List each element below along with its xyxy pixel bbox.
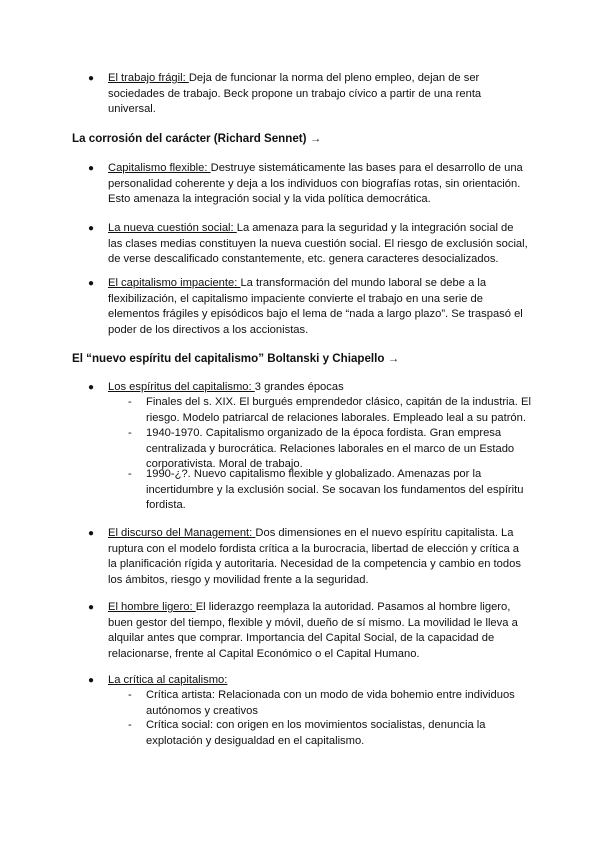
bullet-icon: ●	[88, 675, 95, 686]
sub-item-critica-artista: Crítica artista: Relacionada con un modo de vida bohemio entre individuos autónomos y creativos	[146, 689, 515, 717]
bullet-nueva-cuestion-social	[108, 221, 528, 268]
bullet-discurso-management	[108, 526, 528, 588]
sub-item-epoca-1: Finales del s. XIX. El burgués emprendedor clásico, capitán de la industria. El riesgo. Modelo patriarcal de relaciones laborales. Empleado leal a su patrón.	[146, 396, 531, 424]
bullet-espiritus-capitalismo	[108, 380, 528, 396]
bullet-icon: ●	[88, 382, 95, 393]
section-heading-sennett: La corrosión del carácter (Richard Sennet) →	[72, 132, 322, 145]
dash-icon: -	[128, 689, 132, 701]
bullet-text: Dos dimensiones en el nuevo espíritu capitalista. La ruptura con el modelo fordista crítica a la burocracia, libertad de elección y crítica a la planificación rígida y autoritaria. Necesidad de la competencia y cambio en todos los ámbitos, riesgo y movilidad frente a la seguridad.	[108, 527, 521, 586]
bullet-label: Capitalismo flexible:	[108, 162, 211, 174]
dash-icon: -	[128, 468, 132, 480]
bullet-label: El trabajo frágil:	[108, 72, 189, 84]
sub-item-epoca-2: 1940-1970. Capitalismo organizado de la época fordista. Gran empresa centralizada y burocrática. Relaciones laborales en el marco de un Estado corporativista. Moral de trabajo.	[146, 427, 515, 471]
bullet-icon: ●	[88, 223, 95, 234]
dash-icon: -	[128, 396, 132, 408]
dash-icon: -	[128, 427, 132, 439]
bullet-icon: ●	[88, 278, 95, 289]
bullet-label: El hombre ligero:	[108, 601, 196, 613]
bullet-icon: ●	[88, 528, 95, 539]
bullet-text: 3 grandes épocas	[254, 381, 344, 393]
bullet-text: La amenaza para la seguridad y la integración social de las clases medias constituyen la nueva cuestión social. El riesgo de exclusión social, de verse descalificado constantemente, etc. genera caracteres desocializados.	[108, 222, 528, 266]
bullet-text: Deja de funcionar la norma del pleno empleo, dejan de ser sociedades de trabajo. Beck propone un trabajo cívico a partir de una renta universal.	[108, 72, 482, 116]
bullet-critica-capitalismo	[108, 673, 528, 689]
bullet-text: El liderazgo reemplaza la autoridad. Pasamos al hombre ligero, buen gestor del tiempo, flexible y móvil, dueño de sí mismo. La movilidad le lleva a alquilar antes que comprar. Importancia del Capital Social, de la capacidad de relacionarse, frente al Capital Económico o el Capital Humano.	[108, 601, 518, 660]
bullet-text: Destruye sistemáticamente las bases para el desarrollo de una personalidad coherente y deja a los individuos con biografías rotas, sin orientación. Esto amenaza la integración social y la vida política democrática.	[108, 162, 523, 206]
sub-item-critica-social: Crítica social: con origen en los movimientos socialistas, denuncia la explotación y desigualdad en el capitalismo.	[146, 719, 486, 747]
bullet-capitalismo-impaciente	[108, 276, 528, 338]
bullet-label: El discurso del Management:	[108, 527, 256, 539]
bullet-icon: ●	[88, 602, 95, 613]
sub-item-epoca-3: 1990-¿?. Nuevo capitalismo flexible y globalizado. Amenazas por la incertidumbre y la exclusión social. Se socavan los fundamentos del espíritu fordista.	[146, 468, 524, 512]
bullet-hombre-ligero	[108, 600, 528, 662]
bullet-text: La transformación del mundo laboral se debe a la flexibilización, el capitalismo impaciente convierte el trabajo en una serie de elementos frágiles y episódicos bajo el lema de “nada a largo plazo”. Se traspasó el poder de los directivos a los accionistas.	[108, 277, 523, 336]
bullet-label: El capitalismo impaciente:	[108, 277, 241, 289]
bullet-icon: ●	[88, 73, 95, 84]
bullet-trabajo-fragil	[108, 71, 528, 118]
dash-icon: -	[128, 719, 132, 731]
bullet-label: La nueva cuestión social:	[108, 222, 237, 234]
bullet-capitalismo-flexible	[108, 161, 528, 208]
section-heading-boltanski: El “nuevo espíritu del capitalismo” Boltanski y Chiapello →	[72, 352, 400, 365]
bullet-icon: ●	[88, 163, 95, 174]
bullet-label: La crítica al capitalismo:	[108, 674, 228, 686]
bullet-label: Los espíritus del capitalismo:	[108, 381, 255, 393]
